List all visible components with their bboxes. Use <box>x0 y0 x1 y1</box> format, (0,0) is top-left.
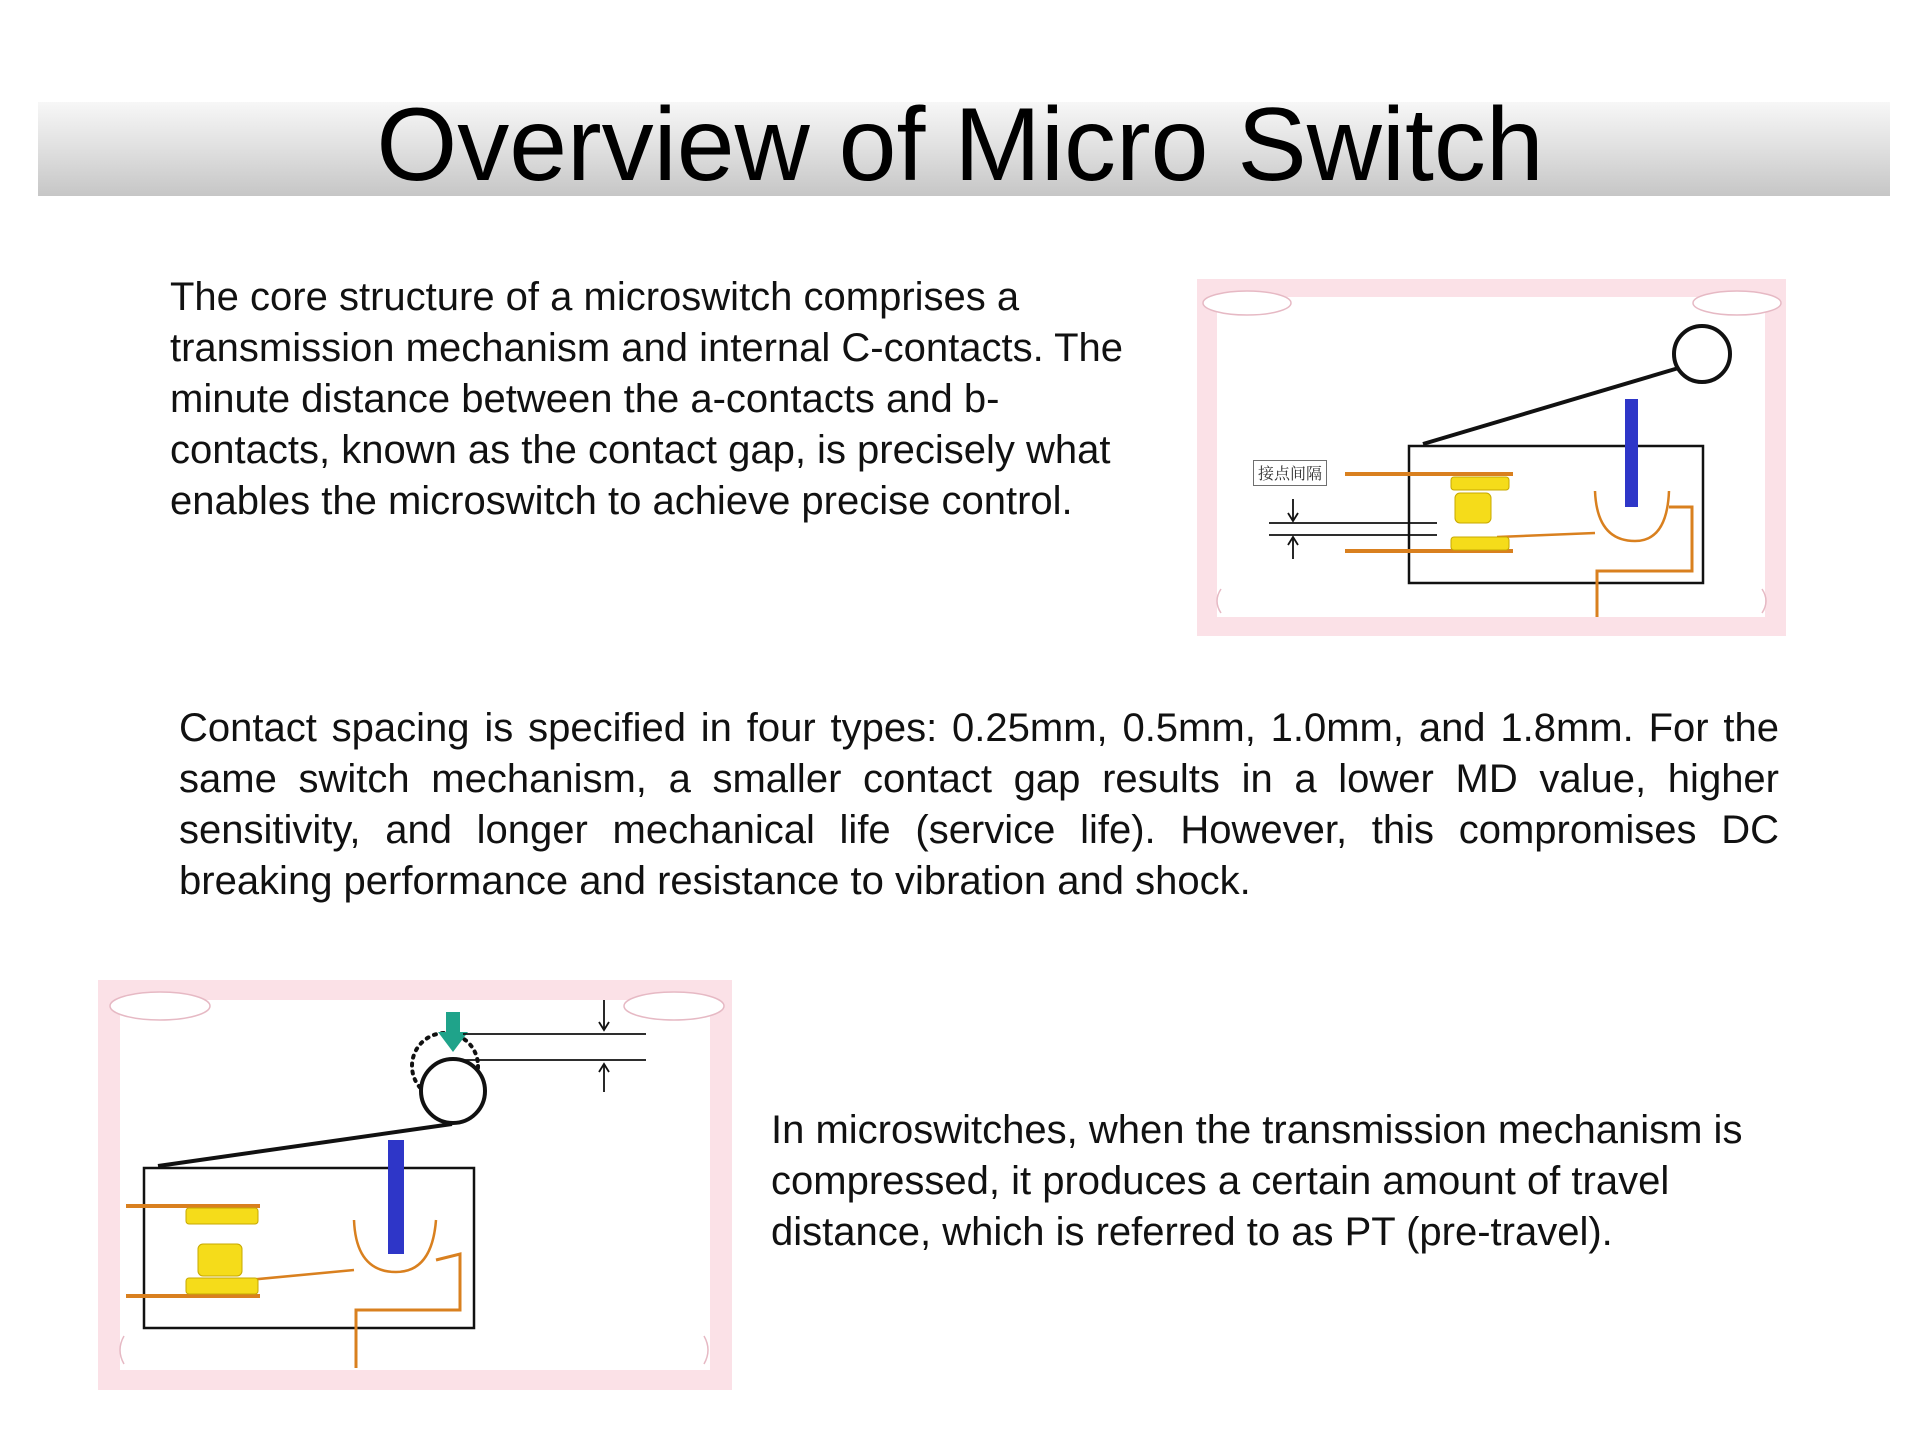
contact-gap-diagram <box>1197 279 1786 636</box>
intro-paragraph: The core structure of a microswitch comprises a transmission mechanism and internal C-contacts. The minute distance between the a-contacts and b-contacts, known as the contact gap, is precisely what enables the microswitch to achieve precise control. <box>170 275 1124 523</box>
pre-travel-paragraph: In microswitches, when the transmission mechanism is compressed, it produces a certain amount of travel distance, which is referred to as PT (pre-travel). <box>771 1108 1743 1254</box>
contact-gap-label: 接点间隔 <box>1253 460 1327 486</box>
pre-travel-diagram <box>98 980 732 1390</box>
contact-spacing-paragraph: Contact spacing is specified in four types: 0.25mm, 0.5mm, 1.0mm, and 1.8mm. For the same switch mechanism, a smaller contact gap results in a lower MD value, higher sensitivity, and longer mechanical life (service life). However, this compromises DC breaking performance and resistance to vibration and shock. <box>179 706 1779 903</box>
page-title: Overview of Micro Switch <box>376 87 1544 203</box>
